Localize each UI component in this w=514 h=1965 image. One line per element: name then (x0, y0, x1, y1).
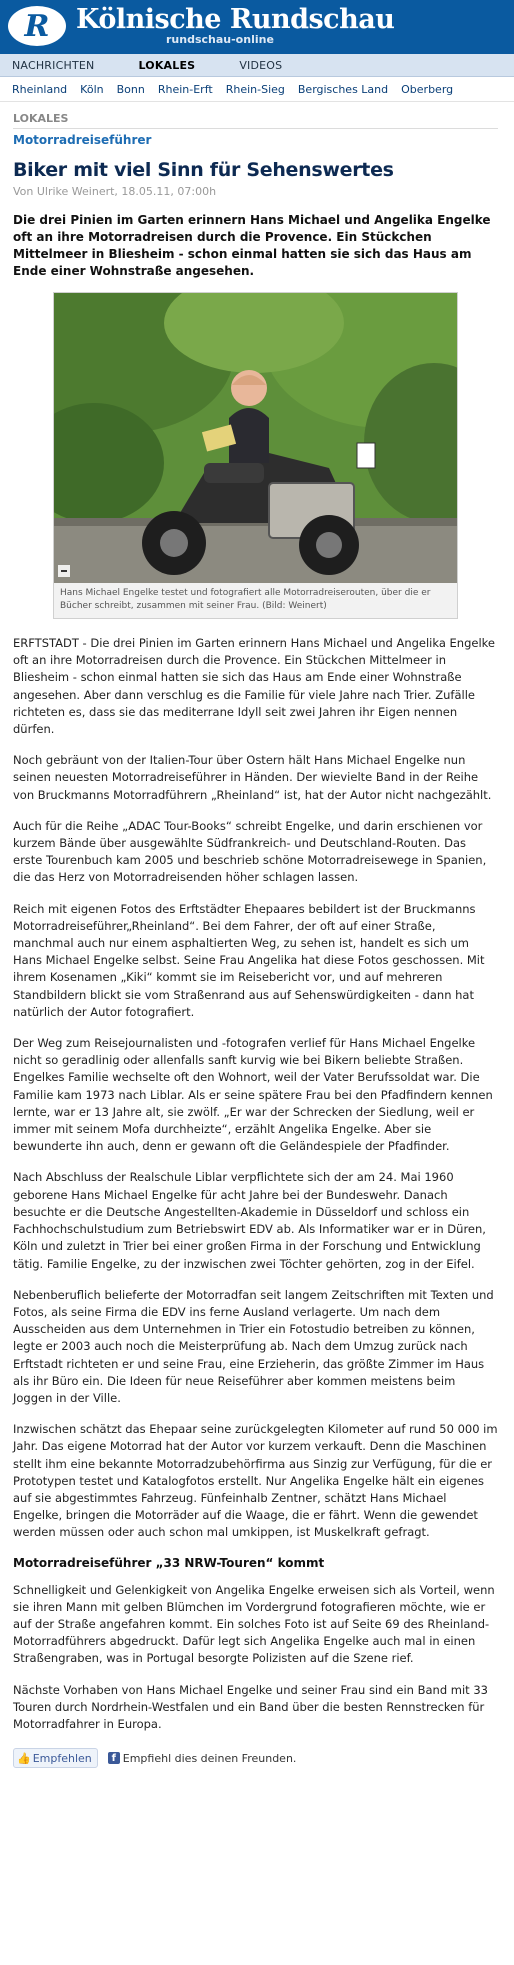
body-paragraph: Reich mit eigenen Fotos des Erftstädter Ehepaares bebildert ist der Bruckmanns Motorradreiseführer„Rheinland“. Bei dem Fahrer, der oft auf einer Straße, manchmal auch nur einem asphaltierten Weg, zu sehen ist, handelt es sich um Hans Michael Engelke selbst. Seine Frau Angelika hat diese Fotos geschossen. Mit ihrem Kosenamen „Kiki“ kommt sie im Reisebericht vor, und auf mehreren Standbildern blickt sie vom Straßenrand aus auf Sehenswürdigkeiten - dann hat natürlich der Autor fotografiert. (13, 901, 485, 1019)
logo[interactable] (8, 6, 66, 46)
body-paragraph: Schnelligkeit und Gelenkigkeit von Angelika Engelke erweisen sich als Vorteil, wenn sie ihren Mann mit gelben Blümchen im Vordergrund fotografieren möchte, wie er auf der Straße angefahren kommt. Ein solches Foto ist auf Seite 69 des Rheinland-Motorradführers abgedruckt. Dafür legt sich Angelika Engelke auch mal in einen Straßengraben, was in Portugal besorgte Polizisten auf die Szene rief. (13, 1582, 495, 1666)
site-title[interactable]: Kölnische Rundschau (76, 4, 395, 35)
site-subtitle: rundschau-online (166, 33, 274, 46)
subnav-bonn[interactable]: Bonn (116, 82, 145, 96)
article-body (13, 635, 498, 1733)
recommend-button[interactable] (13, 1748, 98, 1768)
article-title: Biker mit viel Sinn für Sehenswertes (13, 159, 394, 181)
body-paragraph: Nach Abschluss der Realschule Liblar verpflichtete sich der am 24. Mai 1960 geborene Hans Michael Engelke für acht Jahre bei der Bundeswehr. Danach besuchte er die Deutsche Angestellten-Akademie in Düsseldorf und schloss ein Fachhochschulstudium zum Betriebswirt EDV ab. Als Informatiker war er in Düren, Köln und zuletzt in Trier bei einer großen Firma in der Forschung und Entwicklung tätig. Familie Engelke, zu der inzwischen zwei Töchter gehörten, zog in der Eifel. (13, 1170, 486, 1271)
nav-videos[interactable]: VIDEOS (239, 58, 283, 72)
article-kicker: Motorradreiseführer (13, 133, 152, 147)
thumbs-up-icon: 👍 (17, 1751, 31, 1765)
article-lead: Die drei Pinien im Garten erinnern Hans Michael und Angelika Engelke oft an ihre Motorradreisen durch die Provence. Ein Stückchen Mittelmeer in Bliesheim - schon einmal hatten sie sich das Haus am Ende einer Wohnstraße angesehen. (13, 213, 491, 278)
facebook-icon: f (108, 1752, 120, 1764)
article-byline: Von Ulrike Weinert, 18.05.11, 07:00h (13, 185, 217, 198)
image-caption: Hans Michael Engelke testet und fotografiert alle Motorradreiserouten, über die er Bücher schreibt, zusammen mit seiner Frau. (Bild: Weinert) (60, 588, 431, 611)
section-label: LOKALES (13, 112, 498, 129)
article-figure (53, 292, 458, 619)
subnav-bergisches-land[interactable]: Bergisches Land (297, 82, 389, 96)
share-hint (108, 1752, 297, 1765)
article-photo[interactable] (54, 293, 457, 583)
site-header (0, 0, 514, 54)
main-nav (0, 54, 514, 77)
sub-nav (0, 77, 514, 102)
nav-nachrichten[interactable]: NACHRICHTEN (12, 58, 95, 72)
article (0, 112, 514, 1769)
body-paragraph: Auch für die Reihe „ADAC Tour-Books“ schreibt Engelke, und darin erschienen vor kurzem Bände über ausgewählte Südfrankreich- und Deutschland-Routen. Das erste Tourenbuch kam 2005 und beschrieb schöne Motorradreisewege in Spanien, die das Herz von Motorradreisenden höher schlagen lassen. (13, 818, 487, 885)
body-paragraph: Der Weg zum Reisejournalisten und -fotografen verlief für Hans Michael Engelke nicht so geradlinig oder allenfalls sanft kurvig wie bei Bikern beliebte Straßen. Engelkes Familie wechselte oft den Wohnort, weil der Vater Berufssoldat war. Die Familie kam 1973 nach Liblar. Als er seine spätere Frau bei den Pfadfindern kennen lernte, war er 13 Jahre alt, sie zwölf. „Er war der Schrecken der Siedlung, weil er immer mit seinem Mofa durchheizte“, erzählt Angelika Engelke. Aber sie bewunderte ihn auch, denn er gewann oft die Geländespiele der Pfadfinder. (13, 1036, 493, 1154)
body-paragraph: Inzwischen schätzt das Ehepaar seine zurückgelegten Kilometer auf rund 50 000 im Jahr. Das eigene Motorrad hat der Autor vor kurzem verkauft. Denn die Maschinen stellt ihm eine bekannte Motorradzubehörfirma aus Sinzig zur Verfügung, für die er Prototypen testet und Katalogfotos erstellt. Nur Angelika Engelke hält ein eigenes auf sie abgestimmtes Fahrzeug. Fünfeinhalb Zentner, schätzt Hans Michael Engelke, bringen die Motorräder auf die Waage, die er fährt. Wenn die gewendet werden müssen oder auch schon mal umkippen, ist Muskelkraft gefragt. (13, 1422, 498, 1540)
body-paragraph: Nächste Vorhaben von Hans Michael Engelke und seiner Frau sind ein Band mit 33 Touren durch Nordrhein-Westfalen und ein Band über die besten Rennstrecken für Motorradfahrer in Europa. (13, 1682, 488, 1731)
share-hint-text: Empfiehl dies deinen Freunden. (122, 1751, 297, 1765)
social-share (13, 1747, 498, 1769)
body-paragraph: ERFTSTADT - Die drei Pinien im Garten erinnern Hans Michael und Angelika Engelke oft an ihre Motorradreisen durch die Provence. Ein Stückchen Mittelmeer in Bliesheim - schon einmal hatten sie sich das Haus am Ende einer Wohnstraße angesehen. Aber dann verschlug es die Familie für viele Jahre nach Trier. Zufälle richteten es, dass sie das mediterrane Idyll seit zwei Jahren ihr Eigen nennen dürfen. (13, 636, 495, 737)
recommend-label: Empfehlen (32, 1751, 92, 1765)
article-subheading: Motorradreiseführer „33 NRW-Touren“ kommt (13, 1555, 325, 1570)
subnav-rheinland[interactable]: Rheinland (12, 82, 68, 96)
body-paragraph: Noch gebräunt von der Italien-Tour über Ostern hält Hans Michael Engelke nun seinen neuesten Motorradreiseführer in Händen. Der wievielte Band in der Reihe von Bruckmanns Motorradführern „Rheinland“ ist, hat der Autor nicht nachgezählt. (13, 753, 492, 802)
subnav-oberberg[interactable]: Oberberg (401, 82, 454, 96)
body-paragraph: Nebenberuflich belieferte der Motorradfan seit langem Zeitschriften mit Texten und Fotos, als seine Firma die EDV ins ferne Ausland verlagerte. Um nach dem Ausscheiden aus dem Unternehmen in Trier ein Fotostudio betreiben zu können, legte er 2003 auch noch die Meisterprüfung ab. Nach dem Umzug zurück nach Erftstadt richteten er und seine Frau, eine Erzieherin, das größte Zimmer im Haus als ihr Büro ein. Die Ideen für neue Reiseführer aber kommen meistens beim Joggen in der Ville. (13, 1287, 494, 1405)
subnav-rhein-erft[interactable]: Rhein-Erft (157, 82, 213, 96)
logo-letter: R (24, 8, 50, 44)
nav-lokales[interactable]: LOKALES (138, 58, 196, 72)
subnav-rhein-sieg[interactable]: Rhein-Sieg (225, 82, 285, 96)
subnav-koeln[interactable]: Köln (80, 82, 104, 96)
